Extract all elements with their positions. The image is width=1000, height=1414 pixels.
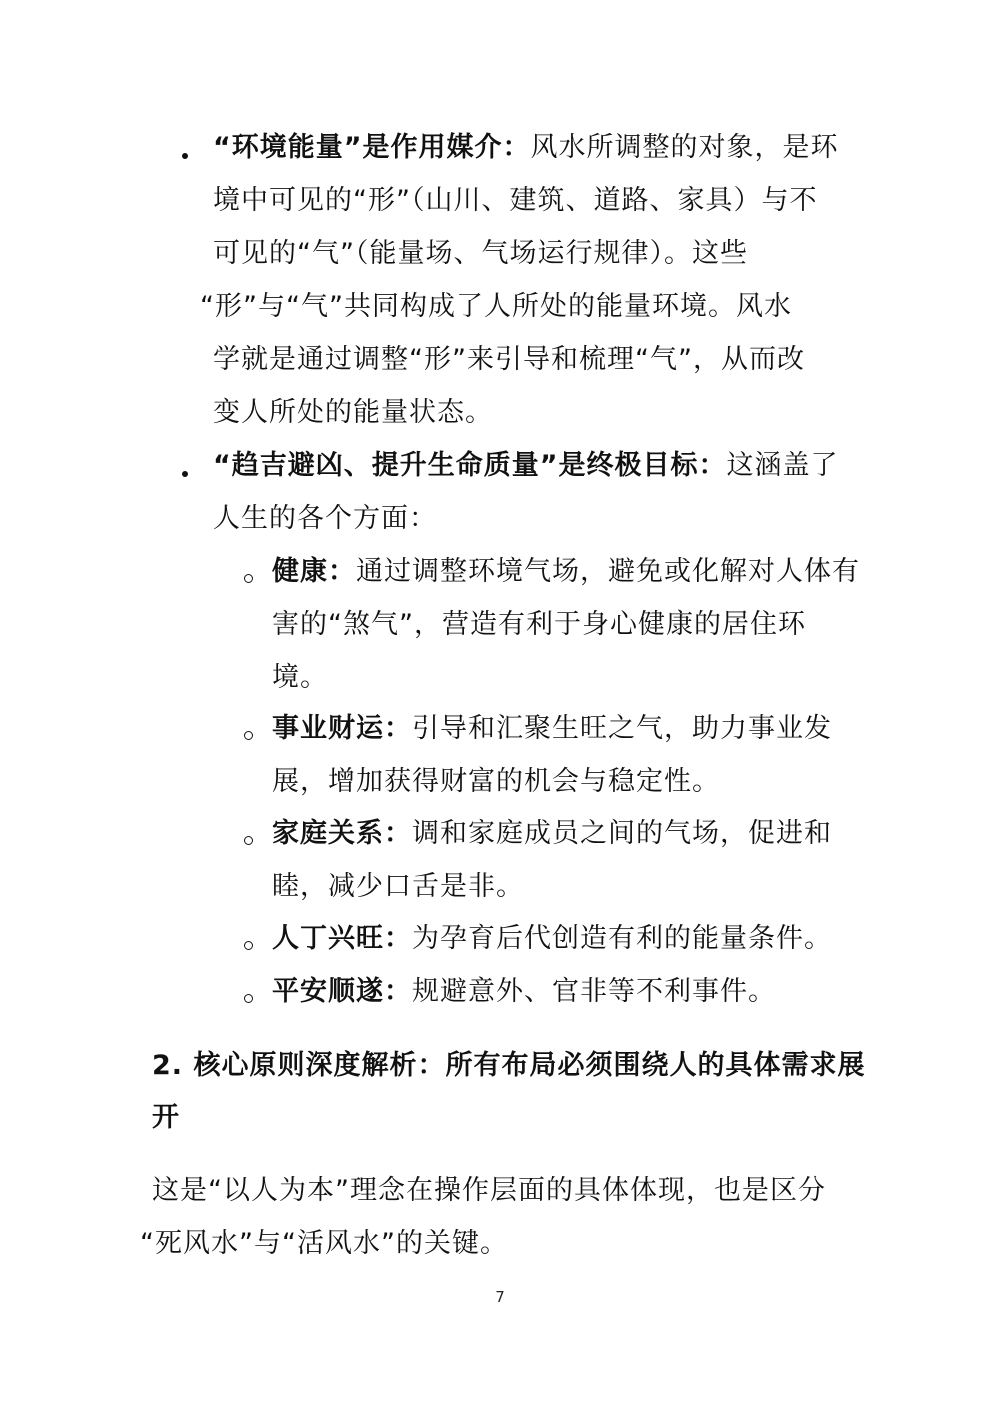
section-heading xyxy=(152,1046,865,1086)
bullet-dot xyxy=(182,153,188,159)
sub-bullet-circle xyxy=(244,994,253,1003)
section-number: 2. xyxy=(152,1050,184,1081)
sub-item-family-label: 家庭关系： xyxy=(272,818,412,849)
sub-item-health-label: 健康： xyxy=(272,556,356,587)
sub-item-safety-text: 规避意外、官非等不利事件。 xyxy=(412,976,776,1007)
bullet-1-line-3: 可见的“气”（能量场、气场运行规律）。这些 xyxy=(213,238,748,269)
paragraph-line-2: “死风水”与“活风水”的关键。 xyxy=(140,1228,508,1259)
sub-bullet-circle xyxy=(244,731,253,740)
section-title-line-1: 核心原则深度解析：所有布局必须围绕人的具体需求展 xyxy=(193,1050,866,1081)
bullet-1-text: 风水所调整的对象，是环 xyxy=(530,132,839,163)
sub-item-family-line-1 xyxy=(272,814,832,854)
bullet-1-line-4: “形”与“气”共同构成了人所处的能量环境。风水 xyxy=(200,291,792,322)
sub-item-family-line-2: 睦，减少口舌是非。 xyxy=(272,871,524,902)
sub-item-offspring-text: 为孕育后代创造有利的能量条件。 xyxy=(412,923,832,954)
bullet-2-label: “趋吉避凶、提升生命质量”是终极目标： xyxy=(213,450,727,481)
sub-item-safety-line-1 xyxy=(272,972,776,1012)
bullet-1-line-2: 境中可见的“形”（山川、建筑、道路、家具）与不 xyxy=(213,185,818,216)
sub-item-career-line-1 xyxy=(272,709,832,749)
bullet-1-line-5: 学就是通过调整“形”来引导和梳理“气”，从而改 xyxy=(213,344,805,375)
sub-bullet-circle xyxy=(244,574,253,583)
sub-item-health-line-3: 境。 xyxy=(272,662,328,693)
sub-item-family-text: 调和家庭成员之间的气场，促进和 xyxy=(412,818,832,849)
sub-item-offspring-line-1 xyxy=(272,919,832,959)
sub-item-health-text: 通过调整环境气场，避免或化解对人体有 xyxy=(356,556,860,587)
sub-item-health-line-1 xyxy=(272,552,860,592)
sub-bullet-circle xyxy=(244,836,253,845)
page-number: 7 xyxy=(495,1288,505,1306)
sub-item-health-line-2: 害的“煞气”，营造有利于身心健康的居住环 xyxy=(272,609,806,640)
sub-item-career-text: 引导和汇聚生旺之气，助力事业发 xyxy=(412,713,832,744)
sub-item-career-label: 事业财运： xyxy=(272,713,412,744)
section-title-line-2: 开 xyxy=(152,1102,180,1133)
sub-item-safety-label: 平安顺遂： xyxy=(272,976,412,1007)
paragraph-line-1: 这是“以人为本”理念在操作层面的具体体现，也是区分 xyxy=(152,1175,826,1206)
bullet-1-line-1 xyxy=(213,128,839,168)
bullet-2-line-1 xyxy=(213,446,839,486)
sub-item-offspring-label: 人丁兴旺： xyxy=(272,923,412,954)
sub-item-career-line-2: 展，增加获得财富的机会与稳定性。 xyxy=(272,766,720,797)
sub-bullet-circle xyxy=(244,941,253,950)
bullet-2-line-2: 人生的各个方面： xyxy=(213,503,437,534)
bullet-dot xyxy=(182,471,188,477)
bullet-1-line-6: 变人所处的能量状态。 xyxy=(213,397,493,428)
bullet-1-label: “环境能量”是作用媒介： xyxy=(213,132,531,163)
bullet-2-text: 这涵盖了 xyxy=(726,450,839,481)
